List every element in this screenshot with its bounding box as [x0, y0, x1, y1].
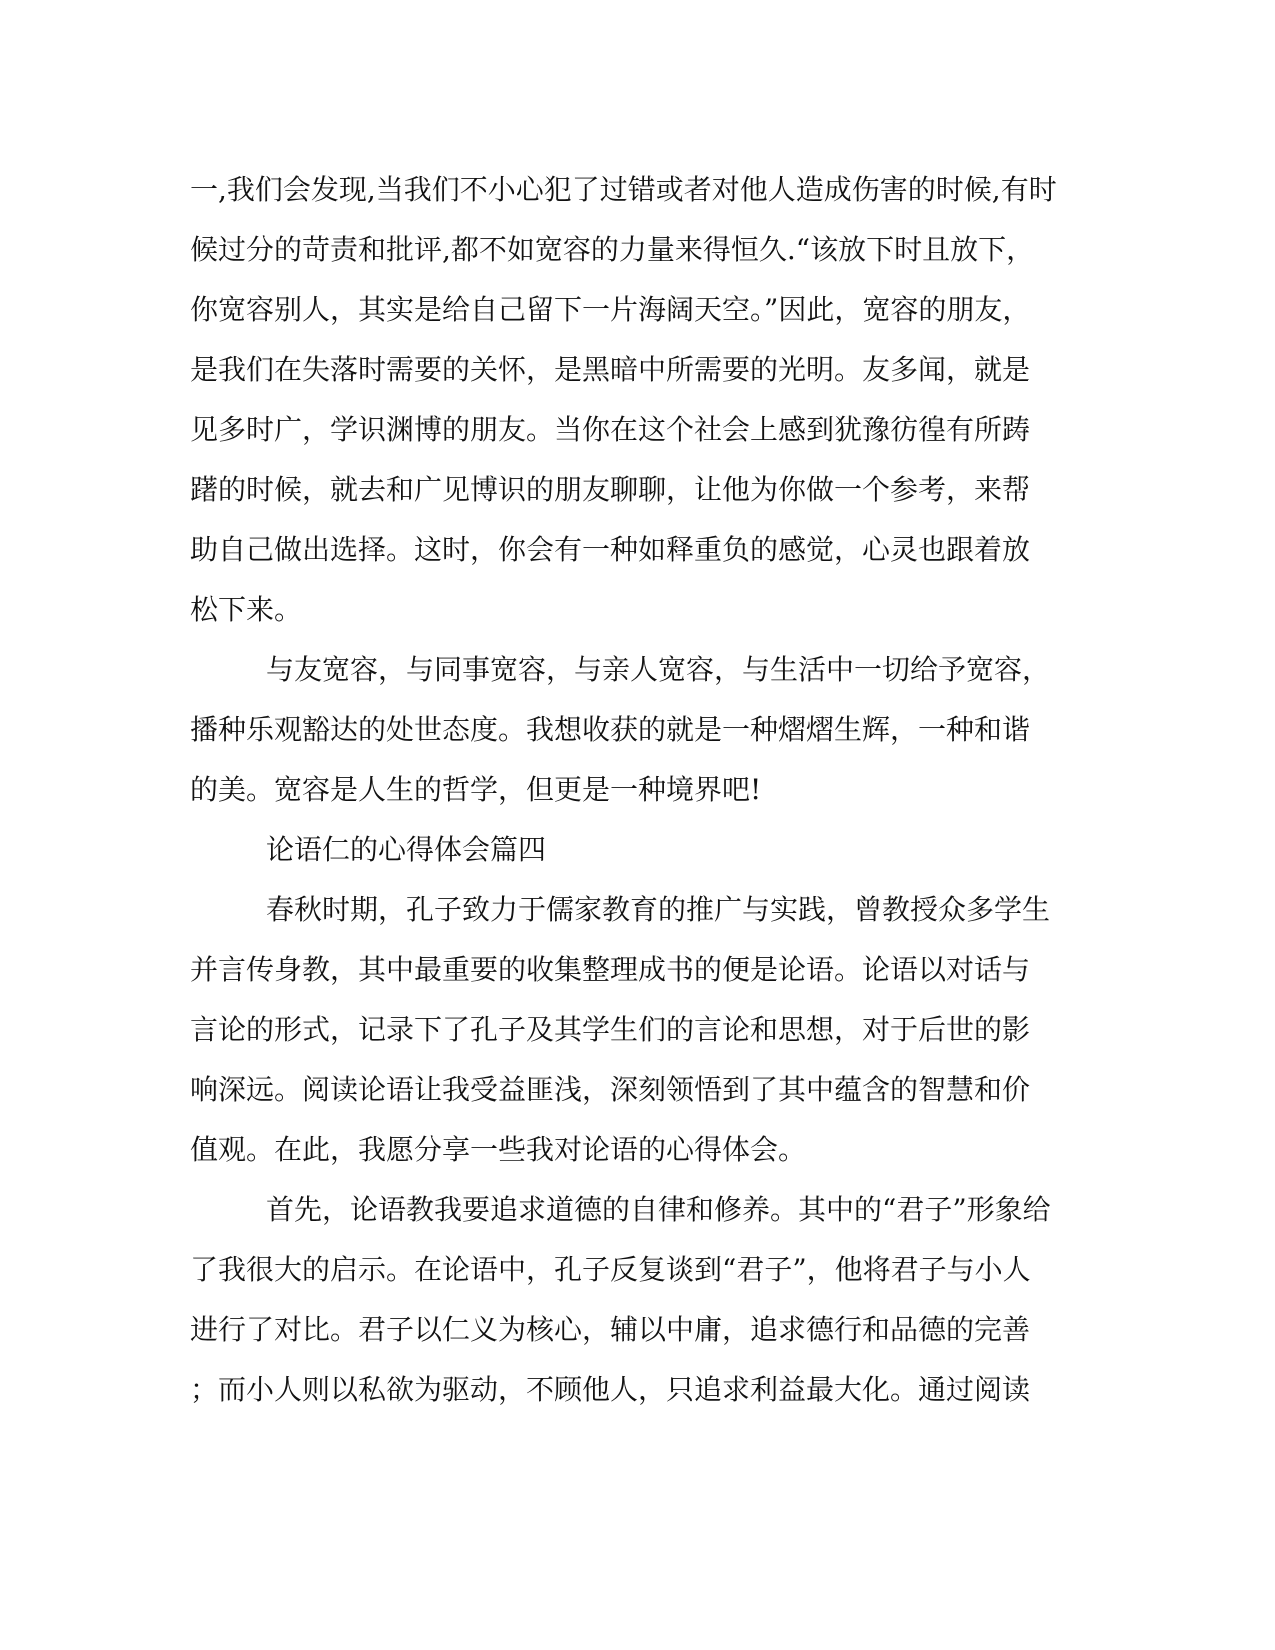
text-line: 响深远。阅读论语让我受益匪浅，深刻领悟到了其中蕴含的智慧和价: [190, 1073, 1031, 1106]
document-body: [190, 160, 1080, 1420]
text-line: 的美。宽容是人生的哲学，但更是一种境界吧!: [190, 773, 762, 806]
text-line: 助自己做出选择。这时，你会有一种如释重负的感觉，心灵也跟着放: [190, 533, 1031, 566]
text-line: 一,我们会发现,当我们不小心犯了过错或者对他人造成伤害的时候,有时: [190, 173, 1057, 206]
text-line: 候过分的苛责和批评,都不如宽容的力量来得恒久.“该放下时且放下，: [190, 233, 1035, 266]
text-line: ；而小人则以私欲为驱动，不顾他人，只追求利益最大化。通过阅读: [190, 1373, 1031, 1406]
paragraph-start-line: 与友宽容，与同事宽容，与亲人宽容，与生活中一切给予宽容，: [266, 653, 1051, 686]
text-line: 松下来。: [190, 593, 303, 626]
text-line: 值观。在此，我愿分享一些我对论语的心得体会。: [190, 1133, 807, 1166]
text-line: 躇的时候，就去和广见博识的朋友聊聊，让他为你做一个参考，来帮: [190, 473, 1031, 506]
text-line: 你宽容别人，其实是给自己留下一片海阔天空。”因此，宽容的朋友，: [190, 293, 1031, 326]
text-line: 并言传身教，其中最重要的收集整理成书的便是论语。论语以对话与: [190, 953, 1031, 986]
paragraph-start-line: 首先，论语教我要追求道德的自律和修养。其中的“君子”形象给: [266, 1193, 1051, 1226]
text-line: 言论的形式，记录下了孔子及其学生们的言论和思想，对于后世的影: [190, 1013, 1031, 1046]
text-line: 了我很大的启示。在论语中，孔子反复谈到“君子”，他将君子与小人: [190, 1253, 1031, 1286]
text-line: 播种乐观豁达的处世态度。我想收获的就是一种熠熠生辉，一种和谐: [190, 713, 1031, 746]
text-line: 见多时广，学识渊博的朋友。当你在这个社会上感到犹豫彷徨有所踌: [190, 413, 1031, 446]
section-heading: 论语仁的心得体会篇四: [266, 833, 547, 866]
paragraph-start-line: 春秋时期，孔子致力于儒家教育的推广与实践，曾教授众多学生: [266, 893, 1051, 926]
text-line: 是我们在失落时需要的关怀，是黑暗中所需要的光明。友多闻，就是: [190, 353, 1031, 386]
text-line: 进行了对比。君子以仁义为核心，辅以中庸，追求德行和品德的完善: [190, 1313, 1031, 1346]
